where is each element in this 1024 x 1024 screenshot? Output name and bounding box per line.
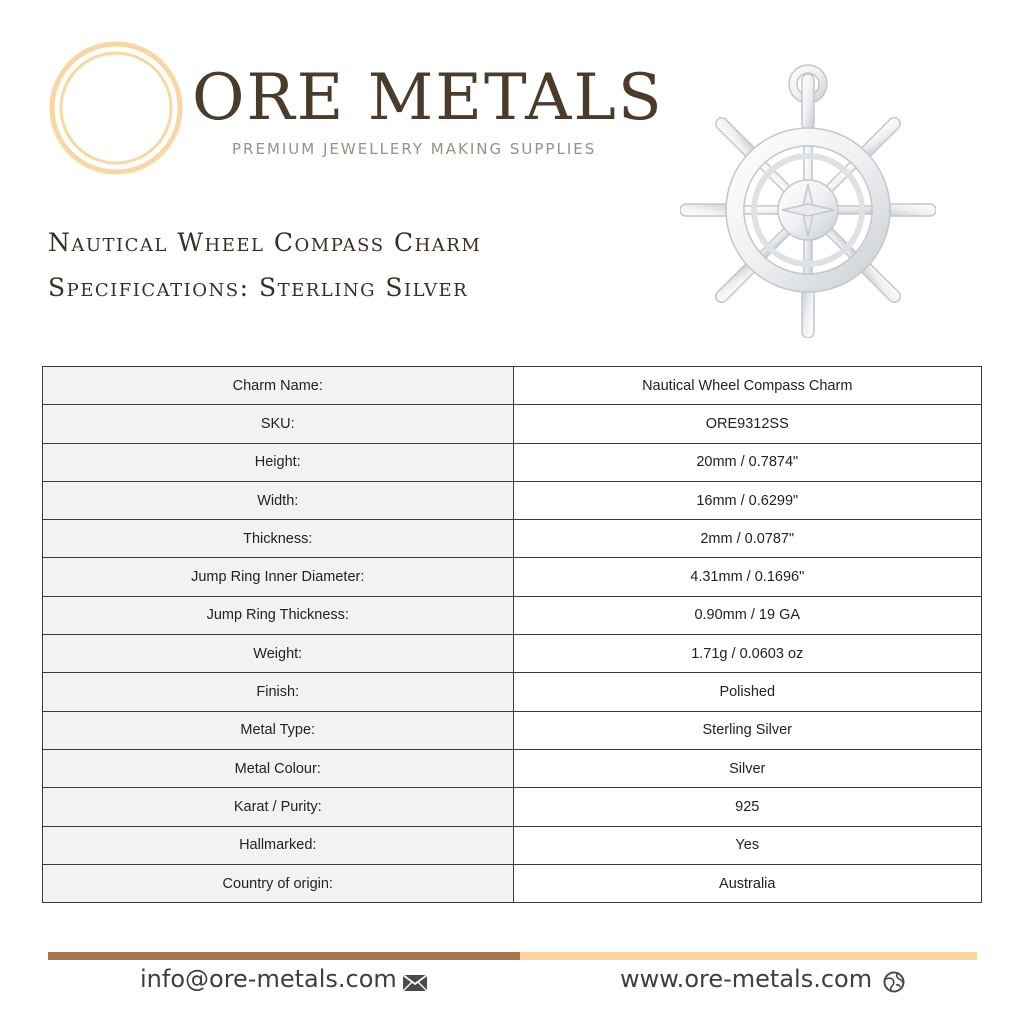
footer-divider-right bbox=[520, 952, 977, 960]
spec-label: Finish: bbox=[43, 673, 514, 711]
table-row bbox=[43, 749, 982, 787]
spec-label: Jump Ring Inner Diameter: bbox=[43, 558, 514, 596]
spec-value: Sterling Silver bbox=[513, 711, 982, 749]
spec-value: Silver bbox=[513, 749, 982, 787]
spec-table bbox=[42, 366, 982, 903]
spec-value: 1.71g / 0.0603 oz bbox=[513, 635, 982, 673]
spec-label: SKU: bbox=[43, 405, 514, 443]
table-row bbox=[43, 520, 982, 558]
table-row bbox=[43, 864, 982, 902]
table-row bbox=[43, 673, 982, 711]
spec-label: Jump Ring Thickness: bbox=[43, 596, 514, 634]
table-row bbox=[43, 558, 982, 596]
table-row bbox=[43, 596, 982, 634]
spec-value: 16mm / 0.6299" bbox=[513, 481, 982, 519]
spec-label: Metal Type: bbox=[43, 711, 514, 749]
product-title: Nautical Wheel Compass Charm bbox=[48, 228, 482, 257]
table-row bbox=[43, 635, 982, 673]
footer-divider-left bbox=[48, 952, 520, 960]
spec-value: Yes bbox=[513, 826, 982, 864]
spec-label: Charm Name: bbox=[43, 367, 514, 405]
spec-value: ORE9312SS bbox=[513, 405, 982, 443]
logo-ring bbox=[48, 40, 184, 176]
spec-label: Thickness: bbox=[43, 520, 514, 558]
table-row bbox=[43, 826, 982, 864]
globe-icon bbox=[883, 971, 905, 993]
spec-value: 20mm / 0.7874" bbox=[513, 443, 982, 481]
spec-value: 4.31mm / 0.1696" bbox=[513, 558, 982, 596]
spec-label: Karat / Purity: bbox=[43, 788, 514, 826]
table-row bbox=[43, 711, 982, 749]
table-row bbox=[43, 405, 982, 443]
table-row bbox=[43, 367, 982, 405]
footer-email-link[interactable]: info@ore-metals.com bbox=[140, 965, 397, 993]
spec-label: Weight: bbox=[43, 635, 514, 673]
product-subtitle: Specifications: Sterling Silver bbox=[48, 273, 469, 302]
spec-value: Polished bbox=[513, 673, 982, 711]
spec-value: Nautical Wheel Compass Charm bbox=[513, 367, 982, 405]
table-row bbox=[43, 788, 982, 826]
spec-value: Australia bbox=[513, 864, 982, 902]
spec-value: 0.90mm / 19 GA bbox=[513, 596, 982, 634]
mail-icon bbox=[402, 974, 428, 992]
brand-name: ORE METALS bbox=[192, 61, 664, 135]
spec-label: Country of origin: bbox=[43, 864, 514, 902]
spec-label: Height: bbox=[43, 443, 514, 481]
spec-value: 925 bbox=[513, 788, 982, 826]
brand-tagline: PREMIUM JEWELLERY MAKING SUPPLIES bbox=[232, 140, 597, 158]
product-image bbox=[680, 58, 936, 338]
spec-label: Width: bbox=[43, 481, 514, 519]
table-row bbox=[43, 443, 982, 481]
spec-value: 2mm / 0.0787" bbox=[513, 520, 982, 558]
spec-label: Metal Colour: bbox=[43, 749, 514, 787]
spec-label: Hallmarked: bbox=[43, 826, 514, 864]
table-row bbox=[43, 481, 982, 519]
footer-website-link[interactable]: www.ore-metals.com bbox=[620, 965, 873, 993]
